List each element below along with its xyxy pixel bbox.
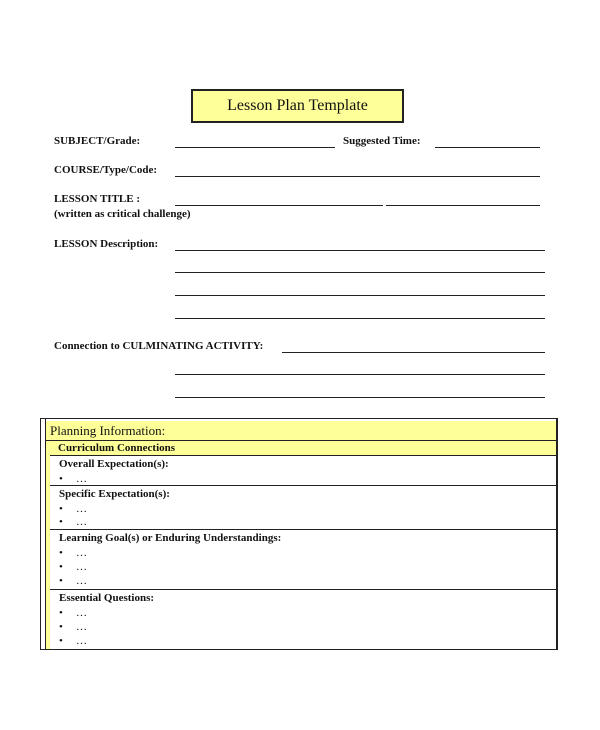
list-item[interactable] — [59, 607, 87, 619]
curriculum-connections-header: Curriculum Connections — [50, 441, 556, 456]
bullet-icon: • — [59, 547, 63, 559]
course-field[interactable] — [175, 176, 540, 177]
list-item-text: … — [76, 473, 87, 485]
bullet-icon: • — [59, 621, 63, 633]
specific-expectations-title: Specific Expectation(s): — [59, 488, 170, 500]
subject-grade-field[interactable] — [175, 147, 335, 148]
lesson-title-field-2[interactable] — [386, 205, 540, 206]
list-item[interactable] — [59, 561, 87, 573]
lesson-description-line-1[interactable] — [175, 250, 545, 251]
learning-goals-title: Learning Goal(s) or Enduring Understandings: — [59, 532, 282, 544]
specific-expectations-section — [50, 486, 556, 530]
culminating-line-3[interactable] — [175, 397, 545, 398]
lesson-description-line-3[interactable] — [175, 295, 545, 296]
list-item-text: … — [76, 607, 87, 619]
bullet-icon: • — [59, 503, 63, 515]
course-label: COURSE/Type/Code: — [54, 164, 158, 176]
planning-table — [40, 418, 558, 650]
list-item-text: … — [76, 547, 87, 559]
bullet-icon: • — [59, 635, 63, 647]
bullet-icon: • — [59, 561, 63, 573]
list-item[interactable] — [59, 547, 87, 559]
lesson-title-note: (written as critical challenge) — [54, 208, 191, 220]
lesson-description-line-2[interactable] — [175, 272, 545, 273]
overall-expectations-section — [50, 456, 556, 486]
list-item[interactable] — [59, 516, 87, 528]
list-item-text: … — [76, 503, 87, 515]
lesson-description-line-4[interactable] — [175, 318, 545, 319]
list-item[interactable] — [59, 621, 87, 633]
list-item[interactable] — [59, 473, 87, 485]
learning-goals-section — [50, 530, 556, 590]
list-item[interactable] — [59, 575, 87, 587]
lesson-title-label: LESSON TITLE : — [54, 193, 141, 205]
planning-header: Planning Information: — [46, 421, 556, 441]
subject-grade-label: SUBJECT/Grade: — [54, 135, 141, 147]
culminating-line-1[interactable] — [282, 352, 545, 353]
list-item[interactable] — [59, 503, 87, 515]
culminating-line-2[interactable] — [175, 374, 545, 375]
suggested-time-label: Suggested Time: — [343, 135, 421, 147]
overall-expectations-title: Overall Expectation(s): — [59, 458, 169, 470]
planning-table-inner — [45, 419, 557, 649]
list-item-text: … — [76, 561, 87, 573]
bullet-icon: • — [59, 516, 63, 528]
list-item[interactable] — [59, 635, 87, 647]
lesson-title-field[interactable] — [175, 205, 383, 206]
document-title: Lesson Plan Template — [191, 89, 404, 123]
culminating-label: Connection to CULMINATING ACTIVITY: — [54, 340, 264, 352]
list-item-text: … — [76, 635, 87, 647]
essential-questions-section — [50, 590, 556, 649]
suggested-time-field[interactable] — [435, 147, 540, 148]
bullet-icon: • — [59, 607, 63, 619]
list-item-text: … — [76, 575, 87, 587]
list-item-text: … — [76, 516, 87, 528]
essential-questions-title: Essential Questions: — [59, 592, 155, 604]
lesson-description-label: LESSON Description: — [54, 238, 159, 250]
bullet-icon: • — [59, 575, 63, 587]
bullet-icon: • — [59, 473, 63, 485]
list-item-text: … — [76, 621, 87, 633]
